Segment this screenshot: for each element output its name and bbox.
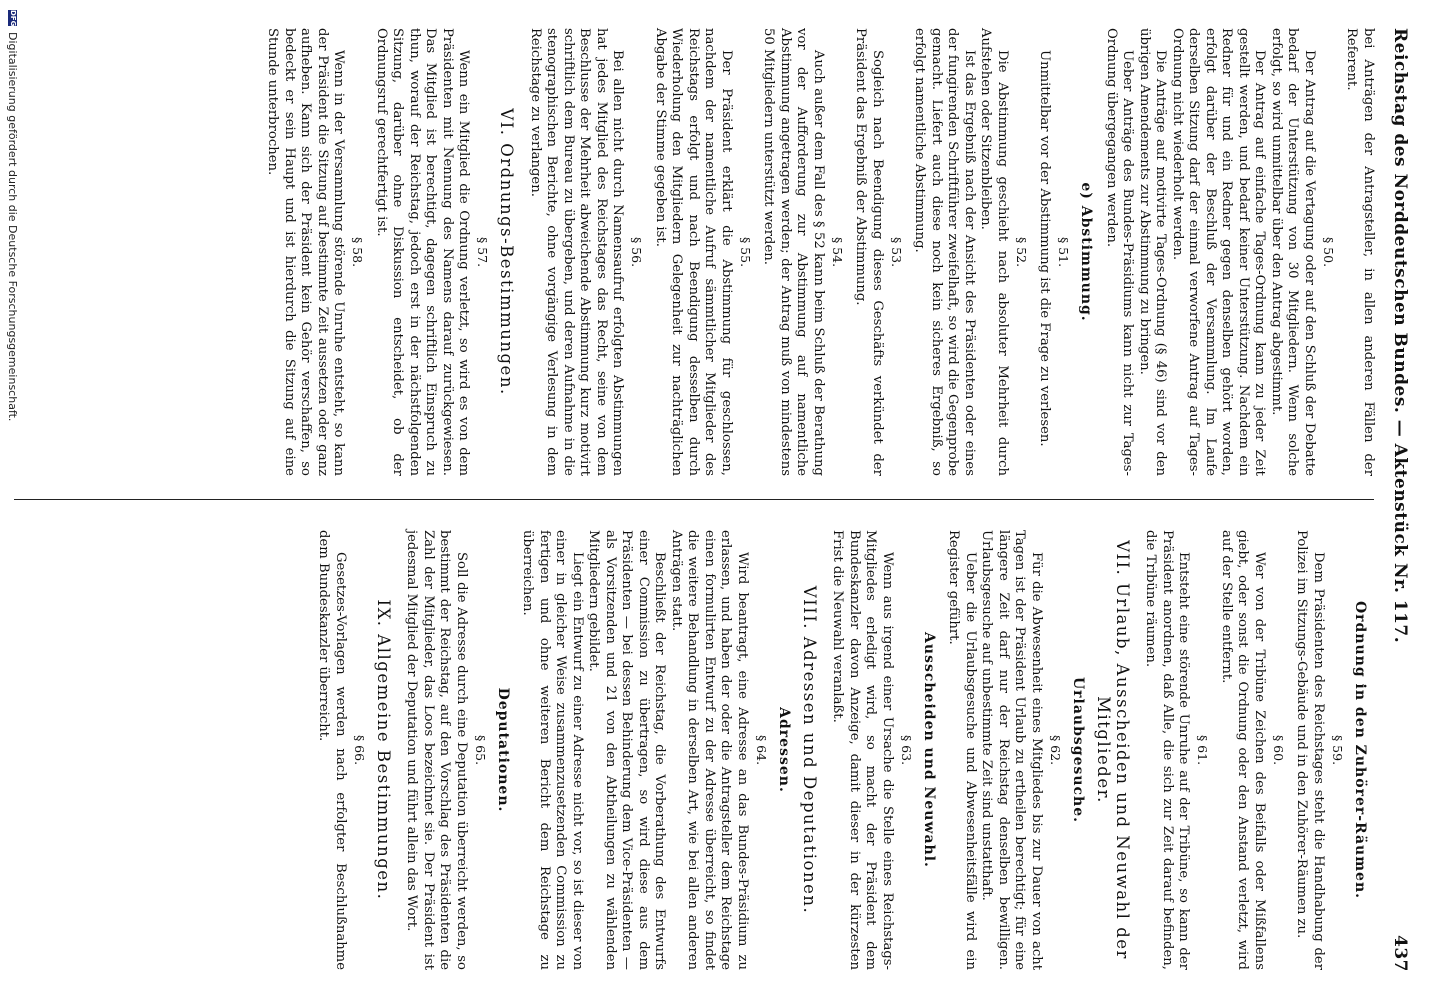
- paragraph: Die Abstimmung geschieht nach absoluter Mehrheit durch Aufstehen oder Sitzenbleiben.: [978, 28, 1010, 476]
- digitization-credit: [6, 10, 19, 421]
- right-column: [0, 500, 1432, 1000]
- paragraph: Wenn aus irgend einer Ursache die Stelle eines Reichstags-Mitgliedes erledigt wird, so macht der Präsident dem Bundeskanzler davon Anzeige, damit dieser in der kürzesten Frist die Neuwahl veranlaßt.: [830, 530, 895, 970]
- subheading: Urlaubsgesuche.: [1070, 676, 1086, 824]
- paragraph: Gesetzes-Vorlagen werden nach erfolgter Beschlußnahme dem Bundeskanzler überreicht.: [316, 530, 348, 970]
- paragraph: Sogleich nach Beendigung dieses Geschäfts verkündet der Präsident das Ergebniß der Abstimmung.: [853, 28, 885, 476]
- section-number: § 64.: [754, 734, 769, 766]
- section-number: § 60.: [1271, 734, 1286, 766]
- paragraph: Der Antrag auf die Vertagung oder auf den Schluß der Debatte bedarf der Unterstützung von 30 Mitgliedern. Wenn solche erfolgt, so wird unmittelbar über den Antrag abgestimmt.: [1269, 28, 1317, 476]
- paragraph: Entsteht eine störende Unruhe auf der Tribüne, so kann der Präsident anordnen, daß Alle, die sich zur Zeit darauf befinden, die Tribüne räumen.: [1143, 530, 1192, 970]
- paragraph: Dem Präsidenten des Reichstages steht die Handhabung der Polizei im Sitzungs-Gebäude und in den Zuhörer-Räumen zu.: [1294, 530, 1326, 970]
- paragraph: Die Anträge auf motivirte Tages-Ordnung (§ 46) sind vor den übrigen Amendements zur Abstimmung zu bringen.: [1137, 28, 1169, 476]
- section-number: § 59.: [1330, 734, 1345, 766]
- paragraph: Wenn in der Versammlung störende Unruhe entsteht, so kann der Präsident die Sitzung auf bestimmte Zeit aussetzen oder ganz aufheben. Kann sich der Präsident kein Gehör verschaffen, so bedeckt er sein Haupt und ist hierdurch die Sitzung auf eine Stunde unterbrochen.: [265, 28, 347, 476]
- subheading: e) Abstimmung.: [1078, 182, 1095, 322]
- page-number: 437: [1390, 935, 1410, 972]
- section-number: § 54.: [830, 236, 845, 268]
- section-number: § 55.: [738, 236, 753, 268]
- paragraph: Wird beantragt, eine Adresse an das Bundes-Präsidium zu erlassen, und haben der oder die Antragsteller dem Reichstage einen formulirten Entwurf zu der Adresse überreicht, so findet die weitere Behandlung in derselben Art, wie bei allen anderen Anträgen statt.: [669, 530, 750, 970]
- paragraph: Wenn ein Mitglied die Ordnung verletzt, so wird es von dem Präsidenten mit Nennung des Namens darauf zurückgewiesen. Das Mitglied ist berechtigt, dagegen schriftlich Einspruch zu thun, worauf der Reichstag, jedoch erst in der nächstfolgenden Sitzung, darüber ohne Diskussion entscheidet, ob der Ordnungsruf gerechtfertigt ist.: [374, 28, 472, 476]
- section-number: § 66.: [352, 734, 367, 766]
- subheading: Ausscheiden und Neuwahl.: [921, 632, 937, 868]
- chapter-heading: VIII. Adressen und Deputationen.: [800, 585, 819, 915]
- paragraph: Der Antrag auf einfache Tages-Ordnung kann zu jeder Zeit gestellt werden, und bedarf keiner Unterstützung. Nachdem ein Redner für und ein Redner gegen denselben gehört worden, erfolgt darüber der Beschluß der Versammlung. Im Laufe derselben Sitzung darf der einmal verworfene Antrag auf Tages-Ordnung nicht wiederholt werden.: [1170, 28, 1268, 476]
- section-number: § 57.: [475, 236, 491, 268]
- section-number: § 58.: [350, 236, 366, 268]
- section-number: § 50.: [1321, 236, 1336, 268]
- section-number: § 53.: [889, 236, 904, 268]
- section-number: § 52.: [1014, 236, 1029, 268]
- section-number: § 63.: [899, 734, 914, 766]
- paragraph: Auch außer dem Fall des § 52 kann beim Schluß der Berathung vor der Aufforderung zur Abstimmung auf namentliche Abstimmung angetragen werden; der Antrag muß von mindestens 50 Mitgliedern unterstützt werden.: [761, 28, 826, 476]
- digitization-credit-text: Digitalisierung gefördert durch die Deutsche Forschungsgemeinschaft.: [6, 32, 19, 422]
- chapter-heading: VII. Urlaub, Ausscheiden und Neuwahl der Mitglieder.: [1094, 540, 1132, 960]
- paragraph: Unmittelbar vor der Abstimmung ist die Frage zu verlesen.: [1037, 50, 1053, 447]
- paragraph: Wer von der Tribüne Zeichen des Beifalls oder Mißfallens giebt, oder sonst die Ordnung oder den Anstand verletzt, wird auf der Stelle entfernt.: [1219, 530, 1267, 970]
- section-number: § 51.: [1056, 236, 1072, 268]
- section-number: § 65.: [473, 734, 488, 766]
- section-number: § 56.: [629, 236, 645, 268]
- paragraph: Ueber die Urlaubsgesuche und Abwesenheitsfälle wird ein Register geführt.: [946, 530, 978, 970]
- paragraph: bei Anträgen der Antragsteller, in allen anderen Fällen der Referent.: [1344, 28, 1376, 476]
- paragraph: Bei allen nicht durch Namensaufruf erfolgten Abstimmungen hat jedes Mitglied des Reichstages das Recht, seine von dem Beschlusse der Mehrheit abweichende Abstimmung kurz motivirt schriftlich dem Bureau zu übergeben, und deren Aufnahme in die stenographischen Berichte, ohne vorgängige Verlesung in dem Reichstage zu verlangen.: [528, 28, 626, 476]
- paragraph: Beschließt der Reichstag, die Vorberathung des Entwurfs einer Commission zu übertragen, so wird diese aus dem Präsidenten — bei dessen Behinderung dem Vice-Präsidenten — als Vorsitzenden und 21 von den Abtheilungen zu wählenden Mitgliedern gebildet.: [586, 530, 668, 970]
- section-number: § 61.: [1195, 734, 1211, 766]
- paragraph: Der Präsident erklärt die Abstimmung für geschlossen, nachdem der namentliche Aufruf sämmtlicher Mitglieder des Reichstags erfolgt und nach Beendigung desselben durch Wiederholung den Mitgliedern Gelegenheit zur nachträglichen Abgabe der Stimme gegeben ist.: [653, 28, 734, 476]
- paragraph: Ist das Ergebniß nach der Ansicht des Präsidenten oder eines der fungirenden Schriftführer zweifelhaft, so wird die Gegenprobe gemacht. Liefert auch diese noch kein sicheres Ergebniß, so erfolgt namentliche Abstimmung.: [912, 28, 977, 476]
- paragraph: Für die Abwesenheit eines Mitgliedes bis zur Dauer von acht Tagen ist der Präsident Urlaub zu ertheilen berechtigt; für eine längere Zeit darf nur der Reichstag denselben bewilligen. Urlaubsgesuche auf unbestimmte Zeit sind unstatthaft.: [979, 530, 1044, 970]
- paragraph: Ueber Anträge des Bundes-Präsidiums kann nicht zur Tages-Ordnung übergegangen werden.: [1104, 28, 1136, 476]
- running-head-title: Reichstag des Norddeutschen Bundes. — Aktenstück Nr. 117.: [1390, 28, 1410, 644]
- paragraph: Soll die Adresse durch eine Deputation überreicht werden, so bestimmt der Reichstag, auf den Vorschlag des Präsidenten die Zahl der Mitglieder, das Loos bezeichnet sie. Der Präsident ist jedesmal Mitglied der Deputation und führt allein das Wort.: [404, 530, 469, 970]
- subheading: Deputationen.: [495, 687, 511, 813]
- subheading: Adressen.: [776, 707, 792, 793]
- dfg-logo-icon: DFG: [9, 10, 17, 27]
- subheading: Ordnung in den Zuhörer-Räumen.: [1352, 600, 1368, 900]
- chapter-heading: IX. Allgemeine Bestimmungen.: [374, 599, 393, 901]
- section-number: § 62.: [1048, 734, 1063, 766]
- chapter-heading: VI. Ordnungs-Bestimmungen.: [497, 108, 517, 396]
- paragraph: Liegt ein Entwurf zu einer Adresse nicht vor, so ist dieser von einer in gleicher Weise zusammenzusetzenden Commission zu fertigen und ohne weiteren Bericht dem Reichstage zu überreichen.: [520, 530, 585, 970]
